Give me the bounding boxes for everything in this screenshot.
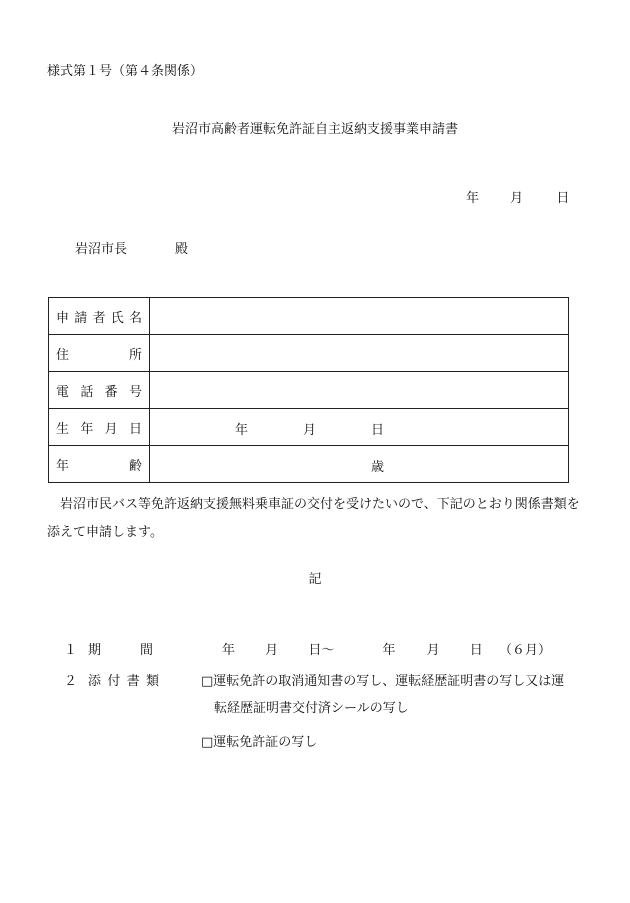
birthdate-month: 月 [303,423,317,438]
application-date[interactable] [466,187,569,206]
attachment-checkbox-license-cancellation[interactable]: □運転免許の取消通知書の写し、運転経歴証明書の写し又は運 [201,674,565,689]
period-end-month: 月 [426,643,440,658]
item-2-heading: 添 付 書 類 [88,674,159,689]
applicant-name-field[interactable] [150,298,569,335]
application-statement: 岩沼市民バス等免許返納支援無料乗車証の交付を受けたいので、下記のとおり関係書類を添えて申請します。 [47,497,580,540]
applicant-name-label: 申 請 者 氏 名 [49,298,150,335]
age-label: 年 齢 [49,446,150,483]
ki-heading: 記 [308,572,322,587]
attachment-checkbox-license-copy[interactable]: □運転免許証の写し [201,735,318,750]
address-field[interactable] [150,335,569,372]
birthdate-year: 年 [235,423,249,438]
period-end-year: 年 [382,643,396,658]
period-duration: （６月） [498,643,551,658]
attachment-line-continuation: 転経歴証明書交付済シールの写し [214,701,409,716]
item-1-number: １ [64,643,78,658]
form-number-label: 様式第１号（第４条関係） [47,64,204,79]
age-unit: 歳 [371,460,385,475]
applicant-info-table [48,297,569,483]
table-row [49,335,569,372]
addressee-name: 岩沼市長 [75,242,128,257]
table-row [49,446,569,483]
age-field[interactable] [150,446,569,483]
period-values[interactable] [222,639,551,658]
item-2-number: ２ [64,674,78,689]
item-1-heading: 期 間 [88,643,153,658]
date-year: 年 [466,191,480,206]
period-end-day: 日 [469,643,483,658]
table-row [49,409,569,446]
birthdate-field[interactable] [150,409,569,446]
table-row [49,372,569,409]
table-row [49,298,569,335]
period-start-month: 月 [265,643,279,658]
birthdate-day: 日 [371,423,385,438]
addressee-honorific: 殿 [175,242,189,257]
document-title: 岩沼市高齢者運転免許証自主返納支援事業申請書 [171,122,458,137]
address-label: 住 所 [49,335,150,372]
period-start-day: 日～ [308,643,335,658]
addressee [75,238,188,257]
phone-field[interactable] [150,372,569,409]
birthdate-label: 生 年 月 日 [49,409,150,446]
period-start-year: 年 [222,643,236,658]
phone-label: 電 話 番 号 [49,372,150,409]
date-month: 月 [510,191,524,206]
date-day: 日 [556,191,570,206]
